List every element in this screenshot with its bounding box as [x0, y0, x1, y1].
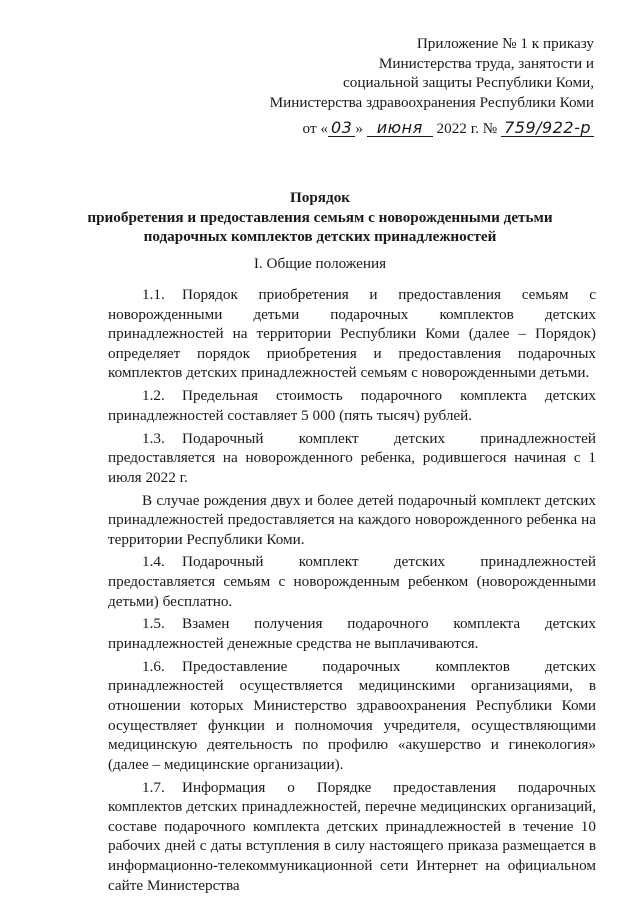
paragraph-text: Подарочный комплект детских принадлежностей предоставляется семьям с новорожденным ребенком (новорожденными детьми) бесплатно. — [108, 553, 596, 610]
title-line: Порядок — [289, 189, 351, 206]
paragraph-number: 1.6. — [142, 657, 165, 675]
paragraph-number: 1.1. — [142, 286, 165, 303]
order-month: июня — [367, 120, 433, 137]
paragraph-1-6 — [108, 657, 596, 775]
paragraph-1-3 — [108, 429, 596, 488]
title-line: приобретения и предоставления семьям с новорожденными детьми — [87, 208, 553, 226]
appendix-line: Приложение № 1 к приказу — [416, 35, 594, 52]
paragraph-text: Предоставление подарочных комплектов детских принадлежностей осуществляется медицинскими организациями, в отношении которых Министерство здравоохранения Республики Коми осуществляет функции и полномочия учредителя, осуществляющими медицинскую деятельность по профилю «акушерство и гинекология» (далее – медицинские организации). — [108, 657, 596, 773]
paragraph-1-3-continued — [108, 491, 596, 550]
paragraph-1-2 — [108, 386, 596, 425]
paragraph-1-4 — [108, 552, 596, 611]
paragraph-number: 1.3. — [142, 429, 165, 447]
paragraph-text: Информация о Порядке предоставления подарочных комплектов детских принадлежностей, перечне медицинских организаций, составе подарочного комплекта детских принадлежностей в течение 10 рабочих дней с даты вступления в силу настоящего приказа размещается в информационно-телекоммуникационной сети Интернет на официальном сайте Министерства — [108, 778, 596, 894]
paragraph-text: В случае рождения двух и более детей подарочный комплект детских принадлежностей предоставляется на каждого новорожденного ребенка на территории Республики Коми. — [108, 491, 596, 548]
paragraph-1-1 — [108, 285, 596, 383]
appendix-line: Министерства труда, занятости и — [378, 54, 594, 72]
paragraph-text: Порядок приобретения и предоставления семьям с новорожденными детьми подарочных комплектов детских принадлежностей на территории Республики Коми (далее – Порядок) определяет порядок приобретения и предоставления подарочных комплектов детских принадлежностей семьям с новорожденными детьми. — [108, 286, 596, 382]
document-title — [60, 188, 580, 247]
title-line: подарочных комплектов детских принадлежностей — [143, 228, 497, 246]
paragraph-number: 1.5. — [142, 615, 165, 633]
paragraph-text: Взамен получения подарочного комплекта детских принадлежностей денежные средства не выплачиваются. — [108, 615, 596, 653]
paragraph-text: Предельная стоимость подарочного комплекта детских принадлежностей составляет 5 000 (пять тысяч) рублей. — [108, 387, 596, 424]
section-heading: I. Общие положения — [253, 255, 387, 272]
paragraph-number: 1.2. — [142, 387, 165, 405]
paragraph-number: 1.4. — [142, 553, 165, 571]
document-body — [108, 285, 596, 898]
appendix-header — [174, 34, 594, 112]
order-year: 2022 г. № — [436, 120, 498, 137]
order-sep: » — [355, 120, 363, 137]
order-number: 759/922-р — [501, 120, 594, 137]
paragraph-1-5 — [108, 614, 596, 653]
order-reference — [303, 118, 594, 140]
order-day: 03 — [328, 120, 355, 137]
paragraph-text: Подарочный комплект детских принадлежностей предоставляется на новорожденного ребенка, родившегося начиная с 1 июля 2022 г. — [108, 429, 596, 486]
paragraph-number: 1.7. — [142, 778, 165, 796]
appendix-line: социальной защиты Республики Коми, — [342, 74, 594, 92]
paragraph-1-7 — [108, 778, 596, 896]
appendix-line: Министерства здравоохранения Республики Коми — [269, 93, 594, 111]
order-prefix: от « — [302, 120, 328, 137]
